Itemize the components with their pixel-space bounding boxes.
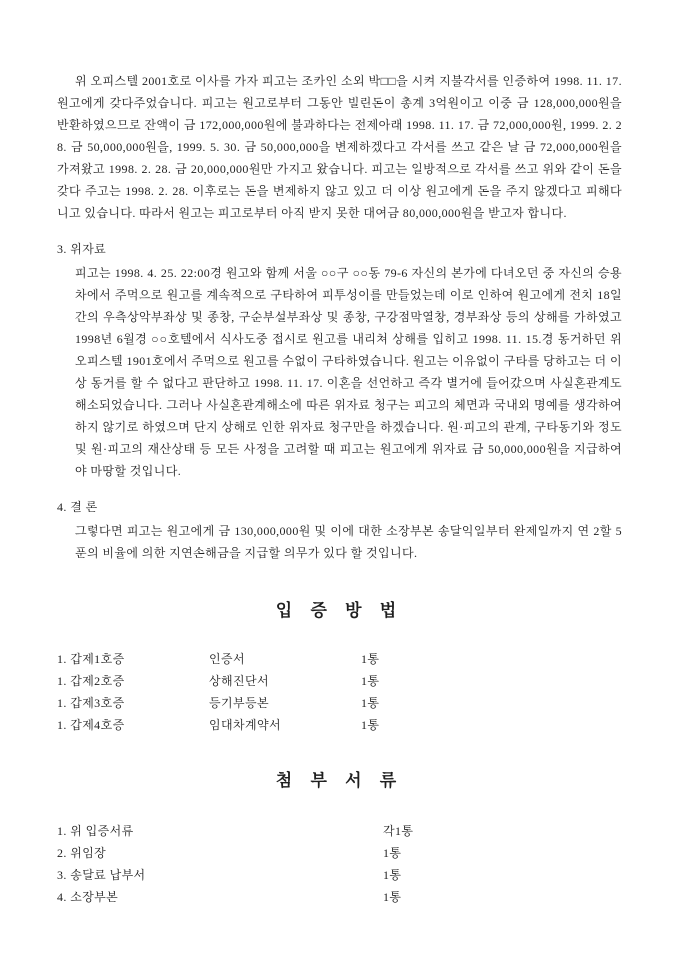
evidence-count: 1통 bbox=[361, 652, 380, 666]
evidence-exhibit-no: 1. 갑제1호증 bbox=[57, 652, 125, 666]
evidence-row bbox=[57, 714, 622, 736]
attachment-row bbox=[57, 886, 622, 908]
evidence-doc-name: 등기부등본 bbox=[209, 696, 269, 710]
section-consolation-money bbox=[57, 238, 622, 482]
attached-documents-title: 첨 부 서 류 bbox=[275, 771, 404, 790]
evidence-methods-title: 입 증 방 법 bbox=[275, 601, 404, 620]
evidence-count: 1통 bbox=[361, 718, 380, 732]
section-3-body: 피고는 1998. 4. 25. 22:00경 원고와 함께 서울 ○○구 ○○동 79-6 자신의 본가에 다녀오던 중 자신의 승용차에서 주먹으로 원고를 계속적으로 구타하여 피투성이를 만들었는데 이로 인하여 원고에게 전치 18일간의 우측상악부좌상 및 종창, 구순부설부좌상 및 종창, 구강점막열창, 경부좌상 등의 상해를 가하였고 1998년 6월경 ○○호텔에서 식사도중 접시로 원고를 내리쳐 상해를 입히고 1998. 11. 15.경 동거하던 위 오피스텔 1901호에서 주먹으로 원고를 수없이 구타하였습니다. 원고는 이유없이 구타를 당하고는 더 이상 동거를 할 수 없다고 판단하고 1998. 11. 17. 이혼을 선언하고 즉각 별거에 들어갔으며 사실혼관계도 해소되었습니다. 그러나 사실혼관계해소에 따른 위자료 청구는 피고의 체면과 국내외 명예를 생각하여 하지 않기로 하였으며 단지 상해로 인한 위자료 청구만을 하겠습니다. 원·피고의 관계, 구타동기와 정도 및 원·피고의 재산상태 등 모든 사정을 고려할 때 피고는 원고에게 위자료 금 50,000,000원을 지급하여야 마땅할 것입니다. bbox=[75, 266, 622, 478]
evidence-exhibit-no: 1. 갑제4호증 bbox=[57, 718, 125, 732]
evidence-doc-name: 인증서 bbox=[209, 652, 245, 666]
evidence-count: 1통 bbox=[361, 674, 380, 688]
attachment-row bbox=[57, 820, 622, 842]
evidence-doc-name: 임대차계약서 bbox=[209, 718, 281, 732]
attachment-count: 1통 bbox=[383, 846, 402, 860]
attachment-label: 1. 위 입증서류 bbox=[57, 824, 134, 838]
evidence-list bbox=[57, 648, 622, 736]
attachment-row bbox=[57, 864, 622, 886]
evidence-count: 1통 bbox=[361, 696, 380, 710]
attachment-label: 4. 소장부본 bbox=[57, 890, 119, 904]
evidence-row bbox=[57, 648, 622, 670]
evidence-row bbox=[57, 670, 622, 692]
attachment-count: 1통 bbox=[383, 890, 402, 904]
section-4-body: 그렇다면 피고는 원고에게 금 130,000,000원 및 이에 대한 소장부본 송달익일부터 완제일까지 연 2할 5푼의 비율에 의한 지연손해금을 지급할 의무가 있다 할 것입니다. bbox=[75, 524, 622, 560]
attachment-row bbox=[57, 842, 622, 864]
attachment-count: 1통 bbox=[383, 868, 402, 882]
attachment-count: 각1통 bbox=[383, 824, 414, 838]
attachment-label: 3. 송달료 납부서 bbox=[57, 868, 146, 882]
evidence-exhibit-no: 1. 갑제3호증 bbox=[57, 696, 125, 710]
loan-claim-paragraph: 위 오피스텔 2001호로 이사를 가자 피고는 조카인 소외 박□□을 시켜 지불각서를 인증하여 1998. 11. 17. 원고에게 갖다주었습니다. 피고는 원고로부터 그동안 빌린돈이 총계 3억원이고 이중 금 128,000,000원을 반환하였으므로 잔액이 금 172,000,000원에 불과하다는 전제아래 1998. 11. 17. 금 72,000,000원, 1999. 2. 28. 금 50,000,000원을, 1999. 5. 30. 금 50,000,000을 변제하겠다고 각서를 쓰고 같은 날 금 72,000,000원을 가져왔고 1998. 2. 28. 금 20,000,000원만 가지고 왔습니다. 피고는 일방적으로 각서를 쓰고 위와 같이 돈을 갖다 주고는 1998. 2. 28. 이후로는 돈을 변제하지 않고 있고 더 이상 원고에게 돈을 주지 않겠다고 피해다니고 있습니다. 따라서 원고는 피고로부터 아직 받지 못한 대여금 80,000,000원을 받고자 합니다. bbox=[57, 74, 622, 220]
section-4-heading: 4. 결 론 bbox=[57, 500, 98, 514]
evidence-doc-name: 상해진단서 bbox=[209, 674, 269, 688]
attachment-list bbox=[57, 820, 622, 908]
section-3-heading: 3. 위자료 bbox=[57, 242, 107, 256]
section-conclusion bbox=[57, 496, 622, 564]
evidence-row bbox=[57, 692, 622, 714]
evidence-exhibit-no: 1. 갑제2호증 bbox=[57, 674, 125, 688]
attachment-label: 2. 위임장 bbox=[57, 846, 107, 860]
